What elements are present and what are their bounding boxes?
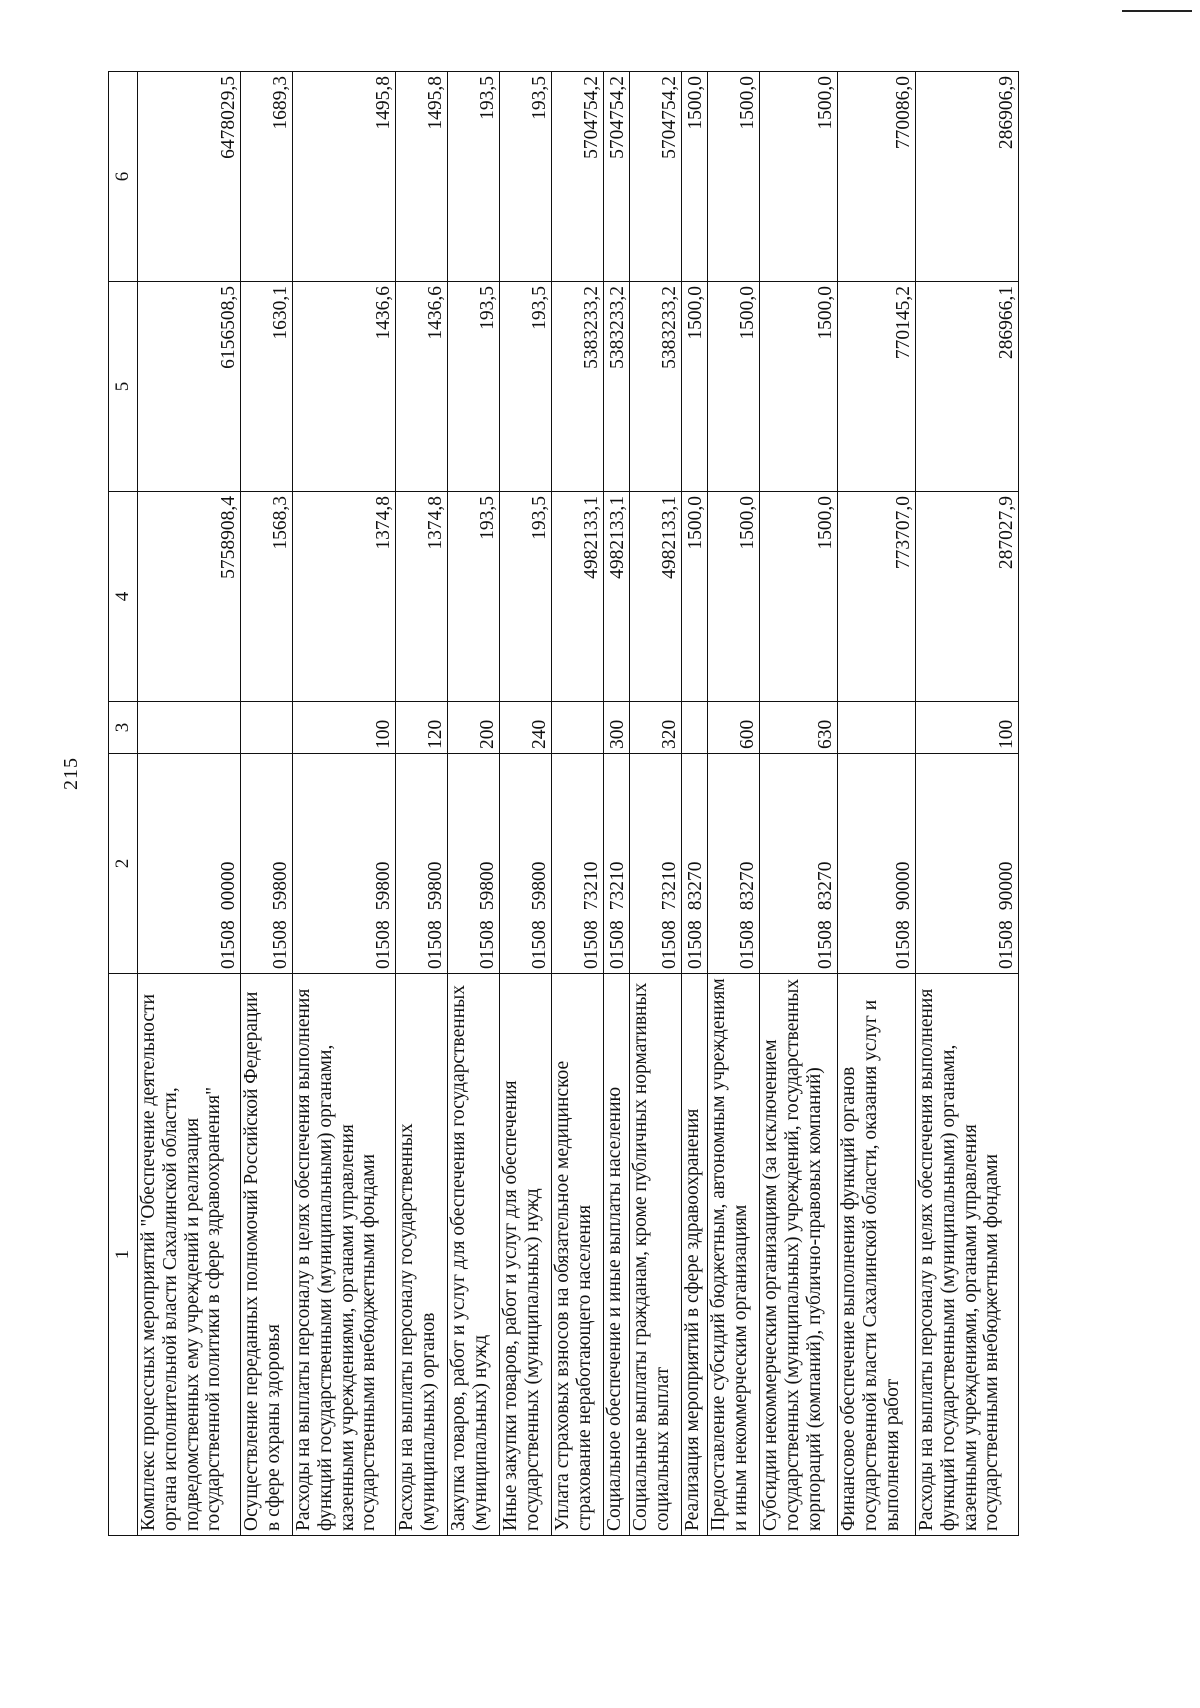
- target-article-code: [604, 754, 630, 974]
- budget-table: [108, 71, 1019, 1536]
- program-code: 01508: [685, 920, 707, 969]
- target-article-code: [500, 754, 552, 974]
- direction-code: 73210: [607, 861, 629, 911]
- row-name: Субсидии некоммерческим организациям (за исключением государственных (муниципальных) учреждений, государственных корпораций (компаний), публично-правовых компаний): [760, 974, 838, 1536]
- direction-code: 90000: [893, 861, 915, 911]
- target-article-code: [682, 754, 708, 974]
- amount-col-5: 193,5: [500, 282, 552, 492]
- target-article-code: [241, 754, 293, 974]
- table-row: [708, 72, 760, 1536]
- amount-col-6: 193,5: [448, 72, 500, 282]
- program-code: 01508: [477, 920, 499, 969]
- amount-col-6: 1500,0: [760, 72, 838, 282]
- amount-col-4: 1500,0: [682, 492, 708, 702]
- amount-col-5: 1500,0: [682, 282, 708, 492]
- direction-code: 83270: [815, 861, 837, 911]
- page-number: 215: [60, 757, 82, 790]
- amount-col-5: 5383233,2: [552, 282, 604, 492]
- amount-col-4: 1568,3: [241, 492, 293, 702]
- table-row: [500, 72, 552, 1536]
- table-row: [396, 72, 448, 1536]
- expense-type-code: 120: [396, 702, 448, 754]
- program-code: 01508: [581, 920, 603, 969]
- table-row: [838, 72, 916, 1536]
- program-code: 01508: [373, 920, 395, 969]
- row-name: Расходы на выплаты персоналу в целях обеспечения выполнения функций государственными (муниципальными) органами, казенными учреждениями, органами управления государственными внебюджетными фондами: [293, 974, 396, 1536]
- row-name: Расходы на выплаты персоналу в целях обеспечения выполнения функций государственными (муниципальными) органами, казенными учреждениями, органами управления государственными внебюджетными фондами: [916, 974, 1019, 1536]
- column-header: 6: [109, 72, 138, 282]
- table-row: [138, 72, 241, 1536]
- table-row: [682, 72, 708, 1536]
- direction-code: 73210: [659, 861, 681, 911]
- program-code: 01508: [529, 920, 551, 969]
- table-row: [630, 72, 682, 1536]
- amount-col-5: 6156508,5: [138, 282, 241, 492]
- amount-col-5: 1630,1: [241, 282, 293, 492]
- row-name: Социальное обеспечение и иные выплаты населению: [604, 974, 630, 1536]
- direction-code: 83270: [737, 861, 759, 911]
- amount-col-5: 1500,0: [708, 282, 760, 492]
- amount-col-4: 287027,9: [916, 492, 1019, 702]
- expense-type-code: 600: [708, 702, 760, 754]
- direction-code: 59800: [425, 861, 447, 911]
- table-row: [241, 72, 293, 1536]
- expense-type-code: [682, 702, 708, 754]
- expense-type-code: [552, 702, 604, 754]
- row-name: Предоставление субсидий бюджетным, автономным учреждениям и иным некоммерческим организациям: [708, 974, 760, 1536]
- expense-type-code: 300: [604, 702, 630, 754]
- expense-type-code: 630: [760, 702, 838, 754]
- program-code: 01508: [815, 920, 837, 969]
- amount-col-6: 1495,8: [293, 72, 396, 282]
- amount-col-6: 1500,0: [708, 72, 760, 282]
- table-row: [916, 72, 1019, 1536]
- expense-type-code: 200: [448, 702, 500, 754]
- amount-col-4: 193,5: [448, 492, 500, 702]
- amount-col-4: 773707,0: [838, 492, 916, 702]
- column-header: 5: [109, 282, 138, 492]
- amount-col-6: 770086,0: [838, 72, 916, 282]
- direction-code: 59800: [270, 861, 292, 911]
- amount-col-5: 1500,0: [760, 282, 838, 492]
- target-article-code: [293, 754, 396, 974]
- table-row: [604, 72, 630, 1536]
- column-header: 3: [109, 702, 138, 754]
- amount-col-5: 286966,1: [916, 282, 1019, 492]
- row-name: Реализация мероприятий в сфере здравоохранения: [682, 974, 708, 1536]
- amount-col-4: 1500,0: [708, 492, 760, 702]
- amount-col-4: 4982133,1: [604, 492, 630, 702]
- direction-code: 73210: [581, 861, 603, 911]
- direction-code: 59800: [373, 861, 395, 911]
- amount-col-5: 770145,2: [838, 282, 916, 492]
- column-header: 4: [109, 492, 138, 702]
- direction-code: 00000: [218, 861, 240, 911]
- amount-col-6: 5704754,2: [604, 72, 630, 282]
- target-article-code: [838, 754, 916, 974]
- program-code: 01508: [425, 920, 447, 969]
- rotated-table-wrapper: [108, 72, 1088, 1536]
- program-code: 01508: [996, 920, 1018, 969]
- program-code: 01508: [737, 920, 759, 969]
- amount-col-4: 1374,8: [396, 492, 448, 702]
- amount-col-6: 5704754,2: [552, 72, 604, 282]
- amount-col-5: 5383233,2: [630, 282, 682, 492]
- expense-type-code: 320: [630, 702, 682, 754]
- row-name: Социальные выплаты гражданам, кроме публичных нормативных социальных выплат: [630, 974, 682, 1536]
- column-header: 2: [109, 754, 138, 974]
- row-name: Комплекс процессных мероприятий "Обеспечение деятельности органа исполнительной власти Сахалинской области, подведомственных ему учреждений и реализация государственной политики в сфере здравоохранения": [138, 974, 241, 1536]
- direction-code: 59800: [477, 861, 499, 911]
- amount-col-4: 193,5: [500, 492, 552, 702]
- table-row: [293, 72, 396, 1536]
- program-code: 01508: [218, 920, 240, 969]
- target-article-code: [448, 754, 500, 974]
- expense-type-code: 100: [293, 702, 396, 754]
- amount-col-6: 5704754,2: [630, 72, 682, 282]
- column-header: 1: [109, 974, 138, 1536]
- direction-code: 83270: [685, 861, 707, 911]
- amount-col-6: 6478029,5: [138, 72, 241, 282]
- expense-type-code: [138, 702, 241, 754]
- row-name: Закупка товаров, работ и услуг для обеспечения государственных (муниципальных) нужд: [448, 974, 500, 1536]
- program-code: 01508: [893, 920, 915, 969]
- amount-col-4: 4982133,1: [552, 492, 604, 702]
- row-name: Уплата страховых взносов на обязательное медицинское страхование неработающего населения: [552, 974, 604, 1536]
- expense-type-code: [838, 702, 916, 754]
- amount-col-5: 1436,6: [396, 282, 448, 492]
- amount-col-5: 5383233,2: [604, 282, 630, 492]
- top-edge-rule: [1122, 10, 1192, 12]
- table-row: [448, 72, 500, 1536]
- expense-type-code: 240: [500, 702, 552, 754]
- amount-col-5: 1436,6: [293, 282, 396, 492]
- amount-col-4: 4982133,1: [630, 492, 682, 702]
- target-article-code: [552, 754, 604, 974]
- amount-col-6: 286906,9: [916, 72, 1019, 282]
- program-code: 01508: [659, 920, 681, 969]
- target-article-code: [916, 754, 1019, 974]
- direction-code: 90000: [996, 861, 1018, 911]
- row-name: Финансовое обеспечение выполнения функций органов государственной власти Сахалинской области, оказания услуг и выполнения работ: [838, 974, 916, 1536]
- target-article-code: [760, 754, 838, 974]
- program-code: 01508: [270, 920, 292, 969]
- amount-col-6: 1689,3: [241, 72, 293, 282]
- amount-col-6: 1495,8: [396, 72, 448, 282]
- row-name: Иные закупки товаров, работ и услуг для обеспечения государственных (муниципальных) нужд: [500, 974, 552, 1536]
- amount-col-4: 1500,0: [760, 492, 838, 702]
- amount-col-6: 1500,0: [682, 72, 708, 282]
- expense-type-code: 100: [916, 702, 1019, 754]
- table-body: [138, 72, 1019, 1536]
- target-article-code: [396, 754, 448, 974]
- row-name: Расходы на выплаты персоналу государственных (муниципальных) органов: [396, 974, 448, 1536]
- row-name: Осуществление переданных полномочий Российской Федерации в сфере охраны здоровья: [241, 974, 293, 1536]
- target-article-code: [138, 754, 241, 974]
- direction-code: 59800: [529, 861, 551, 911]
- target-article-code: [630, 754, 682, 974]
- table-header-row: [109, 72, 138, 1536]
- program-code: 01508: [607, 920, 629, 969]
- target-article-code: [708, 754, 760, 974]
- amount-col-4: 5758908,4: [138, 492, 241, 702]
- expense-type-code: [241, 702, 293, 754]
- table-row: [552, 72, 604, 1536]
- amount-col-4: 1374,8: [293, 492, 396, 702]
- amount-col-6: 193,5: [500, 72, 552, 282]
- amount-col-5: 193,5: [448, 282, 500, 492]
- table-row: [760, 72, 838, 1536]
